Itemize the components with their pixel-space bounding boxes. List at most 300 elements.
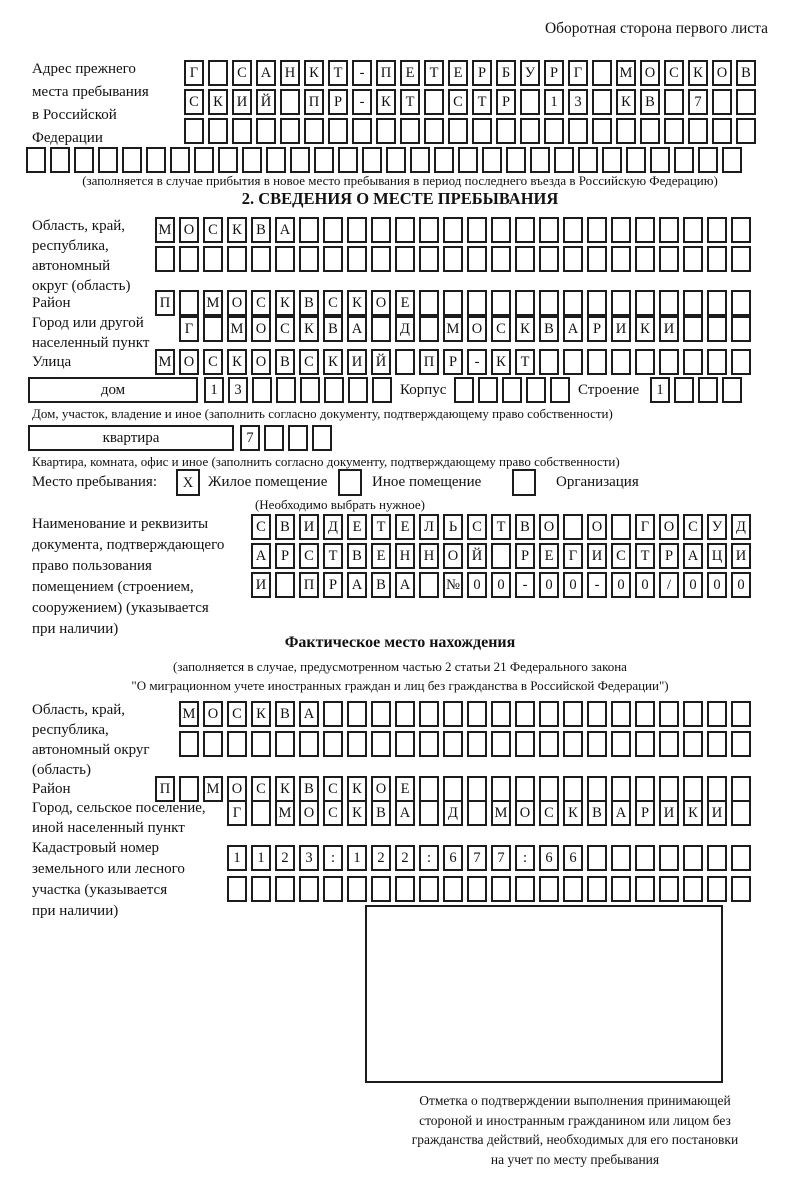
char-box[interactable]: К [208, 89, 228, 115]
char-box[interactable]: К [635, 316, 655, 342]
char-box[interactable] [312, 425, 332, 451]
char-box[interactable] [707, 776, 727, 802]
char-box[interactable]: Г [184, 60, 204, 86]
char-box[interactable] [539, 776, 559, 802]
char-box[interactable]: В [299, 776, 319, 802]
char-box[interactable] [683, 349, 703, 375]
char-box[interactable]: А [275, 217, 295, 243]
char-box[interactable] [395, 246, 415, 272]
char-box[interactable] [587, 290, 607, 316]
char-box[interactable]: А [347, 316, 367, 342]
char-box[interactable] [731, 876, 751, 902]
char-box[interactable]: Р [587, 316, 607, 342]
house-number-row[interactable] [204, 377, 392, 403]
char-box[interactable]: С [251, 290, 271, 316]
char-box[interactable] [371, 217, 391, 243]
char-box[interactable] [731, 731, 751, 757]
char-box[interactable] [179, 290, 199, 316]
char-box[interactable]: Й [371, 349, 391, 375]
char-box[interactable]: П [419, 349, 439, 375]
char-box[interactable] [520, 118, 540, 144]
char-box[interactable]: 7 [240, 425, 260, 451]
char-box[interactable] [635, 876, 655, 902]
char-box[interactable] [348, 377, 368, 403]
char-box[interactable]: П [155, 290, 175, 316]
char-box[interactable] [587, 349, 607, 375]
char-box[interactable] [683, 731, 703, 757]
char-box[interactable]: Р [323, 572, 343, 598]
char-box[interactable] [635, 217, 655, 243]
char-box[interactable] [587, 776, 607, 802]
char-box[interactable] [122, 147, 142, 173]
char-box[interactable]: И [232, 89, 252, 115]
char-box[interactable]: - [587, 572, 607, 598]
char-box[interactable] [587, 217, 607, 243]
char-box[interactable] [478, 377, 498, 403]
char-box[interactable]: Т [400, 89, 420, 115]
char-box[interactable] [496, 118, 516, 144]
char-box[interactable] [252, 377, 272, 403]
char-box[interactable] [424, 118, 444, 144]
char-box[interactable] [323, 217, 343, 243]
char-box[interactable]: 1 [544, 89, 564, 115]
char-box[interactable]: К [688, 60, 708, 86]
char-box[interactable] [611, 731, 631, 757]
char-box[interactable]: С [299, 543, 319, 569]
char-box[interactable] [443, 701, 463, 727]
char-box[interactable] [659, 776, 679, 802]
char-box[interactable]: 2 [275, 845, 295, 871]
char-box[interactable]: У [707, 514, 727, 540]
char-box[interactable]: О [443, 543, 463, 569]
char-box[interactable]: 7 [467, 845, 487, 871]
char-box[interactable] [232, 118, 252, 144]
char-box[interactable]: О [227, 776, 247, 802]
char-box[interactable]: В [515, 514, 535, 540]
char-box[interactable]: Е [395, 290, 415, 316]
char-box[interactable]: Н [395, 543, 415, 569]
char-box[interactable] [467, 290, 487, 316]
char-box[interactable]: К [616, 89, 636, 115]
char-box[interactable] [467, 701, 487, 727]
char-box[interactable] [266, 147, 286, 173]
char-box[interactable]: О [371, 776, 391, 802]
char-box[interactable]: Л [419, 514, 439, 540]
char-box[interactable]: С [611, 543, 631, 569]
char-box[interactable]: К [275, 776, 295, 802]
char-box[interactable] [539, 217, 559, 243]
char-box[interactable]: К [376, 89, 396, 115]
char-box[interactable] [550, 377, 570, 403]
prev-address-row-3[interactable] [184, 118, 756, 144]
char-box[interactable]: 0 [635, 572, 655, 598]
char-box[interactable]: С [227, 701, 247, 727]
char-box[interactable] [683, 316, 703, 342]
char-box[interactable] [563, 701, 583, 727]
char-box[interactable]: Р [515, 543, 535, 569]
char-box[interactable] [563, 349, 583, 375]
char-box[interactable]: 2 [395, 845, 415, 871]
char-box[interactable] [635, 701, 655, 727]
char-box[interactable]: А [395, 800, 415, 826]
char-box[interactable]: В [251, 217, 271, 243]
char-box[interactable] [280, 118, 300, 144]
char-box[interactable] [491, 217, 511, 243]
char-box[interactable] [736, 89, 756, 115]
char-box[interactable] [323, 246, 343, 272]
char-box[interactable] [419, 731, 439, 757]
char-box[interactable]: 1 [650, 377, 670, 403]
char-box[interactable] [491, 290, 511, 316]
char-box[interactable]: Е [395, 776, 415, 802]
char-box[interactable]: М [491, 800, 511, 826]
char-box[interactable] [635, 845, 655, 871]
char-box[interactable] [611, 246, 631, 272]
char-box[interactable] [683, 217, 703, 243]
char-box[interactable] [275, 731, 295, 757]
street-row[interactable] [155, 349, 751, 375]
char-box[interactable] [371, 731, 391, 757]
char-box[interactable]: Г [635, 514, 655, 540]
char-box[interactable]: М [203, 290, 223, 316]
char-box[interactable] [362, 147, 382, 173]
char-box[interactable] [323, 731, 343, 757]
char-box[interactable]: О [539, 514, 559, 540]
char-box[interactable] [467, 246, 487, 272]
char-box[interactable] [683, 845, 703, 871]
char-box[interactable] [491, 731, 511, 757]
char-box[interactable] [74, 147, 94, 173]
checkbox-other-premise[interactable] [338, 469, 362, 496]
char-box[interactable] [616, 118, 636, 144]
char-box[interactable] [736, 118, 756, 144]
char-box[interactable] [515, 701, 535, 727]
char-box[interactable]: Р [544, 60, 564, 86]
char-box[interactable]: С [323, 800, 343, 826]
char-box[interactable]: - [352, 89, 372, 115]
char-box[interactable]: : [515, 845, 535, 871]
char-box[interactable]: Т [515, 349, 535, 375]
char-box[interactable]: К [227, 349, 247, 375]
char-box[interactable]: О [299, 800, 319, 826]
char-box[interactable]: Е [395, 514, 415, 540]
char-box[interactable] [419, 776, 439, 802]
char-box[interactable]: Т [472, 89, 492, 115]
char-box[interactable] [194, 147, 214, 173]
char-box[interactable] [722, 377, 742, 403]
char-box[interactable]: С [203, 217, 223, 243]
char-box[interactable]: О [712, 60, 732, 86]
char-box[interactable] [251, 876, 271, 902]
char-box[interactable] [611, 776, 631, 802]
char-box[interactable] [722, 147, 742, 173]
char-box[interactable]: Ц [707, 543, 727, 569]
char-box[interactable]: К [227, 217, 247, 243]
char-box[interactable] [526, 377, 546, 403]
char-box[interactable]: Т [491, 514, 511, 540]
char-box[interactable] [592, 118, 612, 144]
char-box[interactable]: 0 [611, 572, 631, 598]
char-box[interactable] [395, 876, 415, 902]
char-box[interactable]: В [371, 572, 391, 598]
char-box[interactable] [683, 290, 703, 316]
char-box[interactable] [352, 118, 372, 144]
char-box[interactable]: Р [472, 60, 492, 86]
char-box[interactable]: Й [467, 543, 487, 569]
char-box[interactable]: М [155, 349, 175, 375]
char-box[interactable] [683, 701, 703, 727]
city-row[interactable] [179, 316, 751, 342]
char-box[interactable]: С [491, 316, 511, 342]
char-box[interactable] [491, 543, 511, 569]
char-box[interactable] [563, 776, 583, 802]
char-box[interactable]: Н [419, 543, 439, 569]
char-box[interactable] [544, 118, 564, 144]
char-box[interactable] [203, 731, 223, 757]
char-box[interactable] [587, 701, 607, 727]
char-box[interactable] [707, 290, 727, 316]
char-box[interactable] [376, 118, 396, 144]
char-box[interactable]: К [304, 60, 324, 86]
char-box[interactable]: К [515, 316, 535, 342]
char-box[interactable] [395, 731, 415, 757]
char-box[interactable]: : [419, 845, 439, 871]
region-row-2[interactable] [155, 246, 751, 272]
char-box[interactable] [515, 876, 535, 902]
char-box[interactable]: М [227, 316, 247, 342]
char-box[interactable]: В [323, 316, 343, 342]
char-box[interactable] [482, 147, 502, 173]
char-box[interactable]: Д [323, 514, 343, 540]
char-box[interactable]: И [251, 572, 271, 598]
char-box[interactable] [419, 876, 439, 902]
char-box[interactable]: Е [400, 60, 420, 86]
actual-district-row[interactable] [155, 776, 751, 802]
char-box[interactable]: Г [179, 316, 199, 342]
char-box[interactable] [659, 349, 679, 375]
char-box[interactable] [731, 701, 751, 727]
char-box[interactable] [515, 217, 535, 243]
char-box[interactable] [578, 147, 598, 173]
char-box[interactable] [443, 876, 463, 902]
char-box[interactable]: 6 [539, 845, 559, 871]
char-box[interactable]: 1 [227, 845, 247, 871]
char-box[interactable] [280, 89, 300, 115]
char-box[interactable] [707, 217, 727, 243]
char-box[interactable]: А [251, 543, 271, 569]
char-box[interactable] [434, 147, 454, 173]
char-box[interactable] [674, 147, 694, 173]
char-box[interactable] [683, 246, 703, 272]
char-box[interactable]: Е [347, 514, 367, 540]
char-box[interactable] [491, 246, 511, 272]
district-row[interactable] [155, 290, 751, 316]
prev-address-row-1[interactable] [184, 60, 756, 86]
char-box[interactable]: М [443, 316, 463, 342]
char-box[interactable]: К [299, 316, 319, 342]
char-box[interactable] [472, 118, 492, 144]
char-box[interactable]: С [184, 89, 204, 115]
char-box[interactable]: 6 [563, 845, 583, 871]
char-box[interactable] [635, 349, 655, 375]
char-box[interactable]: Й [256, 89, 276, 115]
char-box[interactable] [491, 701, 511, 727]
char-box[interactable]: И [659, 316, 679, 342]
char-box[interactable]: 3 [228, 377, 248, 403]
char-box[interactable]: К [491, 349, 511, 375]
char-box[interactable] [26, 147, 46, 173]
char-box[interactable] [635, 290, 655, 316]
char-box[interactable]: О [659, 514, 679, 540]
char-box[interactable]: В [275, 701, 295, 727]
char-box[interactable]: - [515, 572, 535, 598]
char-box[interactable]: : [323, 845, 343, 871]
char-box[interactable]: А [563, 316, 583, 342]
char-box[interactable] [635, 776, 655, 802]
char-box[interactable] [659, 731, 679, 757]
char-box[interactable] [299, 217, 319, 243]
char-box[interactable]: К [251, 701, 271, 727]
char-box[interactable]: № [443, 572, 463, 598]
stroenie-row[interactable] [650, 377, 742, 403]
char-box[interactable] [539, 876, 559, 902]
apartment-type-field[interactable]: квартира [28, 425, 234, 451]
char-box[interactable]: Б [496, 60, 516, 86]
char-box[interactable]: В [275, 514, 295, 540]
char-box[interactable]: С [323, 776, 343, 802]
char-box[interactable] [304, 118, 324, 144]
char-box[interactable] [208, 60, 228, 86]
char-box[interactable] [386, 147, 406, 173]
char-box[interactable] [467, 876, 487, 902]
char-box[interactable] [707, 701, 727, 727]
char-box[interactable]: С [683, 514, 703, 540]
char-box[interactable]: К [323, 349, 343, 375]
char-box[interactable] [731, 217, 751, 243]
char-box[interactable] [227, 246, 247, 272]
char-box[interactable] [443, 246, 463, 272]
char-box[interactable]: У [520, 60, 540, 86]
char-box[interactable]: А [611, 800, 631, 826]
char-box[interactable] [698, 147, 718, 173]
char-box[interactable] [611, 217, 631, 243]
char-box[interactable]: Р [659, 543, 679, 569]
char-box[interactable] [443, 217, 463, 243]
char-box[interactable]: Т [635, 543, 655, 569]
region-row-1[interactable] [155, 217, 751, 243]
char-box[interactable]: А [299, 701, 319, 727]
char-box[interactable]: С [299, 349, 319, 375]
char-box[interactable] [448, 118, 468, 144]
char-box[interactable]: И [707, 800, 727, 826]
char-box[interactable] [424, 89, 444, 115]
char-box[interactable]: О [179, 349, 199, 375]
char-box[interactable]: Ь [443, 514, 463, 540]
char-box[interactable]: П [304, 89, 324, 115]
char-box[interactable] [410, 147, 430, 173]
char-box[interactable] [251, 800, 271, 826]
document-row-3[interactable] [251, 572, 751, 598]
char-box[interactable] [539, 731, 559, 757]
char-box[interactable] [314, 147, 334, 173]
char-box[interactable]: Р [443, 349, 463, 375]
char-box[interactable]: Д [443, 800, 463, 826]
char-box[interactable]: 6 [443, 845, 463, 871]
checkbox-organization[interactable] [512, 469, 536, 496]
char-box[interactable] [539, 701, 559, 727]
korpus-row[interactable] [454, 377, 570, 403]
char-box[interactable]: П [299, 572, 319, 598]
char-box[interactable]: С [664, 60, 684, 86]
char-box[interactable] [563, 876, 583, 902]
char-box[interactable] [712, 89, 732, 115]
char-box[interactable] [419, 572, 439, 598]
char-box[interactable] [264, 425, 284, 451]
char-box[interactable]: В [539, 316, 559, 342]
char-box[interactable] [611, 514, 631, 540]
char-box[interactable]: О [251, 349, 271, 375]
char-box[interactable] [208, 118, 228, 144]
char-box[interactable] [371, 876, 391, 902]
char-box[interactable] [338, 147, 358, 173]
char-box[interactable] [707, 316, 727, 342]
char-box[interactable]: С [275, 316, 295, 342]
char-box[interactable] [395, 701, 415, 727]
char-box[interactable]: К [563, 800, 583, 826]
char-box[interactable]: В [371, 800, 391, 826]
char-box[interactable] [170, 147, 190, 173]
char-box[interactable] [539, 246, 559, 272]
char-box[interactable] [371, 246, 391, 272]
char-box[interactable] [611, 701, 631, 727]
char-box[interactable]: И [587, 543, 607, 569]
char-box[interactable] [146, 147, 166, 173]
char-box[interactable]: Р [496, 89, 516, 115]
char-box[interactable] [587, 731, 607, 757]
char-box[interactable] [664, 118, 684, 144]
char-box[interactable]: 7 [688, 89, 708, 115]
char-box[interactable]: М [155, 217, 175, 243]
char-box[interactable]: 1 [204, 377, 224, 403]
char-box[interactable] [347, 731, 367, 757]
char-box[interactable]: - [467, 349, 487, 375]
char-box[interactable] [707, 876, 727, 902]
char-box[interactable]: В [736, 60, 756, 86]
char-box[interactable] [707, 845, 727, 871]
char-box[interactable] [275, 246, 295, 272]
char-box[interactable] [203, 316, 223, 342]
char-box[interactable]: 1 [251, 845, 271, 871]
char-box[interactable] [184, 118, 204, 144]
char-box[interactable]: С [251, 514, 271, 540]
char-box[interactable] [506, 147, 526, 173]
char-box[interactable] [419, 701, 439, 727]
char-box[interactable]: М [275, 800, 295, 826]
char-box[interactable] [300, 377, 320, 403]
char-box[interactable]: П [376, 60, 396, 86]
char-box[interactable] [587, 246, 607, 272]
char-box[interactable] [635, 246, 655, 272]
char-box[interactable] [467, 731, 487, 757]
char-box[interactable] [347, 876, 367, 902]
char-box[interactable] [372, 377, 392, 403]
char-box[interactable] [227, 731, 247, 757]
char-box[interactable] [419, 316, 439, 342]
char-box[interactable] [731, 800, 751, 826]
char-box[interactable]: К [683, 800, 703, 826]
char-box[interactable]: Г [568, 60, 588, 86]
char-box[interactable] [674, 377, 694, 403]
